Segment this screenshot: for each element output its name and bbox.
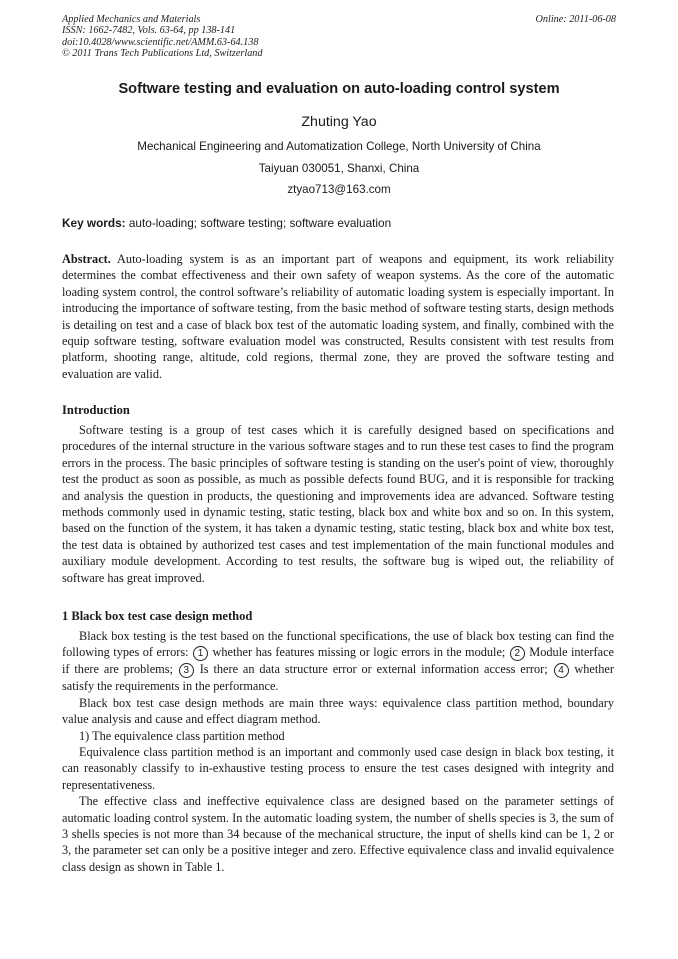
section1-paragraph-4: The effective class and ineffective equivalence class are designed based on the parameter settings of automatic loading control system. In the automatic loading system, the number of shells species is 3, the sum of 3 shells species is not more than 34 because of the mechanical structure, the input of shells kind can be 1, 2 or 3, the parameter set can only be a positive integer and zero. Effective equivalence class and invalid equivalence class design as shown in Table 1. <box>62 794 614 874</box>
circled-number-1: 1 <box>193 646 208 661</box>
section1-subheading: 1) The equivalence class partition method <box>79 728 285 743</box>
email: ztyao713@163.com <box>287 183 391 196</box>
introduction-heading: Introduction <box>62 403 130 417</box>
abstract-label: Abstract. <box>62 252 111 266</box>
doi-line: doi:10.4028/www.scientific.net/AMM.63-64.138 <box>62 36 259 48</box>
introduction-text: Software testing is a group of test cases which it is carefully designed based on specifications and procedures of the internal structure in the various software stages and to run these test cases to find the program errors in the process. The basic principles of software testing is standing on the user's point of view, thoroughly test the product as soon as possible, as much as possible defects found BUG, and it is responsible for tracking and analysis the question in products, the questioning and improvements idea are advanced. Software testing methods commonly used in dynamic testing, static testing, black box and white box and so on. In this system, based on the function of the system, it has taken a dynamic testing, static testing, black box and white box test, the test data is obtained by authorized test cases and test implementation of the main functional modules and auxiliary module development. According to test results, the software bug is wiped out, the reliability of software has great improved. <box>62 423 614 585</box>
section1-paragraph-2: Black box test case design methods are main three ways: equivalence class partition method, boundary value analysis and cause and effect diagram method. <box>62 695 614 727</box>
circled-number-3: 3 <box>179 663 194 678</box>
journal-name: Applied Mechanics and Materials <box>62 14 201 25</box>
affiliation: Mechanical Engineering and Automatization College, North University of China <box>137 140 541 153</box>
address: Taiyuan 030051, Shanxi, China <box>258 162 420 175</box>
issn-line: ISSN: 1662-7482, Vols. 63-64, pp 138-141 <box>62 25 236 37</box>
keywords <box>62 216 391 230</box>
section1-heading: 1 Black box test case design method <box>62 609 253 623</box>
keywords-label: Key words: <box>62 216 126 230</box>
author-name: Zhuting Yao <box>301 114 377 130</box>
journal-header <box>62 14 262 60</box>
paper-title: Software testing and evaluation on auto-loading control system <box>118 81 560 97</box>
section1-body <box>62 628 614 875</box>
section1-paragraph-3: Equivalence class partition method is an important and commonly used case design in black box testing, it can reasonably classify to in-exhaustive testing process to ensure the test cases designed with integrity and representativeness. <box>62 745 614 792</box>
abstract <box>62 251 614 382</box>
section1-paragraph-1: Black box testing is the test based on the functional specifications, the use of black box testing can find the following types of errors: 1 whether has features missing or logic errors in the module; 2 Module interface if there are problems; 3 Is there an data structure error or external information access error; 4 whether satisfy the requirements in the performance. <box>62 629 614 694</box>
online-date: Online: 2011-06-08 <box>535 14 616 25</box>
introduction-body <box>62 422 614 586</box>
circled-number-2: 2 <box>510 646 525 661</box>
circled-number-4: 4 <box>554 663 569 678</box>
abstract-text: Auto-loading system is as an important part of weapons and equipment, its work reliability determines the combat effectiveness and their own safety of weapon systems. As the core of the automatic loading system control, the control software’s reliability of automatic loading system is especially important. In introducing the importance of software testing, from the basic method of software testing starts, design methods is detailing on test and a case of black box test of the automatic loading system, and finally, combined with the equip software testing, software evaluation model was constructed, Results consistent with test results from platform, shooting range, altitude, cold regions, thermal zone, they are proved the software testing and evaluation are valid. <box>62 252 614 381</box>
keywords-text: auto-loading; software testing; software evaluation <box>125 216 392 230</box>
copyright-line: © 2011 Trans Tech Publications Ltd, Switzerland <box>62 48 263 60</box>
